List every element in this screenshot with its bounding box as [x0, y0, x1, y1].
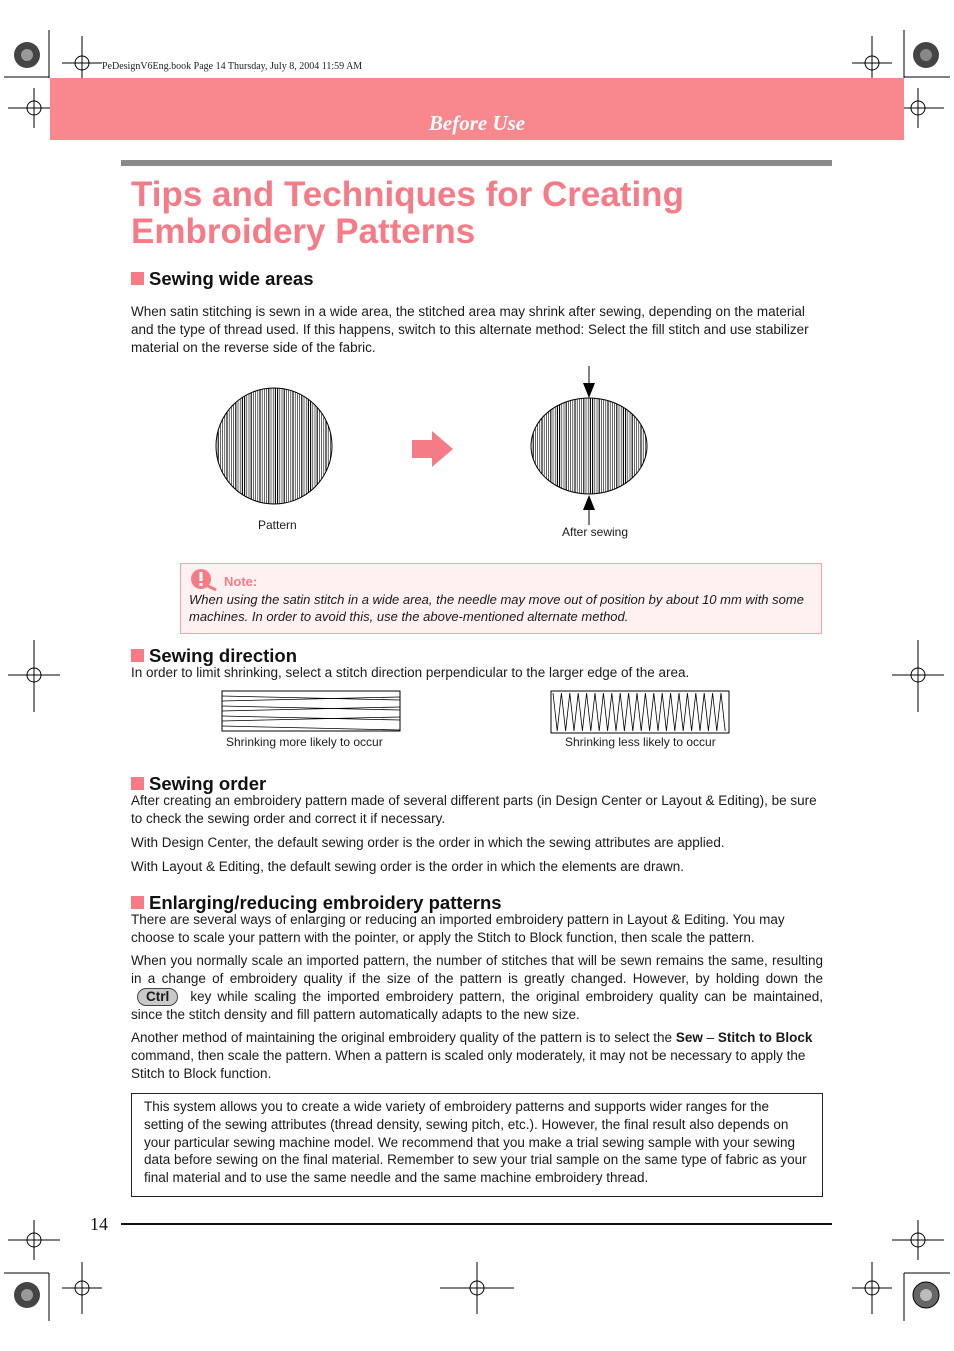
caption-after-sewing: After sewing: [562, 525, 629, 539]
header-title: Before Use: [428, 111, 526, 135]
caption-shrinking-less: Shrinking less likely to occur: [565, 735, 716, 749]
resize-paragraph-1: There are several ways of enlarging or reducing an imported embroidery pattern in Layout & Editing. You may choose to scale your pattern with the pointer, or apply the Stitch to Block function, then scale the pattern.: [131, 912, 785, 945]
menu-dash: –: [702, 1030, 718, 1045]
info-box-text: This system allows you to create a wide variety of embroidery patterns and supports wider ranges for the setting of the sewing attributes (thread density, sewing pitch, etc.). However, the final result also depends on your particular sewing machine model. We recommend that you make a trial sewing sample with your sewing data before sewing on the final material. Remember to sew your trial sample on the same type of fabric as your final material and to use the same needle and the same machine embroidery thread.: [144, 1099, 807, 1186]
stitch-direction-figures: [220, 688, 735, 738]
note-label: Note:: [224, 574, 258, 589]
section-heading-text: Enlarging/reducing embroidery patterns: [149, 892, 502, 913]
pattern-figure: [200, 365, 660, 530]
direction-paragraph: In order to limit shrinking, select a stitch direction perpendicular to the larger edge of the area.: [131, 665, 690, 680]
resize-paragraph-3-end: command, then scale the pattern. When a pattern is scaled only moderately, it may not be necessary to apply the Stitch to Block function.: [131, 1047, 806, 1081]
section-bullet-icon: [131, 649, 144, 662]
footer-rule: [121, 1223, 832, 1225]
order-paragraph-3: With Layout & Editing, the default sewing order is the order in which the elements are drawn.: [131, 859, 685, 874]
section-heading-text: Sewing order: [149, 773, 267, 794]
arrow-right-icon: [412, 431, 453, 467]
order-paragraph-1: After creating an embroidery pattern made of several different parts (in Design Center or Layout & Editing), be sure to check the sewing order and correct it if necessary.: [131, 793, 817, 826]
resize-paragraph-2: [131, 952, 823, 1023]
section-heading-text: Sewing direction: [149, 645, 298, 666]
resize-paragraph-3: [131, 1029, 823, 1082]
arrow-down-icon: [583, 366, 595, 398]
wide-paragraph: When satin stitching is sewn in a wide area, the stitched area may shrink after sewing, depending on the material and the type of thread used. If this happens, switch to this alternate method: Select the fill stitch and use stabilizer material on the reverse side of the fabric.: [131, 304, 809, 355]
arrow-up-icon: [583, 495, 595, 525]
page-title: Tips and Techniques for Creating Embroidery Patterns: [131, 175, 684, 251]
note-alert-icon: [189, 568, 219, 592]
caption-shrinking-more: Shrinking more likely to occur: [226, 735, 383, 749]
title-rule: [121, 160, 832, 166]
order-paragraph-2: With Design Center, the default sewing order is the order in which the sewing attributes are applied.: [131, 835, 725, 850]
page-number: 14: [90, 1214, 108, 1234]
menu-sew: Sew: [675, 1030, 703, 1045]
section-bullet-icon: [131, 777, 144, 790]
print-meta: PeDesignV6Eng.book Page 14 Thursday, July 8, 2004 11:59 AM: [102, 61, 363, 72]
menu-stitch-to-block: Stitch to Block: [717, 1030, 813, 1045]
caption-pattern: Pattern: [258, 518, 297, 532]
resize-paragraph-2-end: key while scaling the imported embroidery pattern, the original embroidery quality can be maintained, since the stitch density and fill pattern automatically adapts to the new size.: [131, 988, 823, 1022]
resize-paragraph-2-start: When you normally scale an imported pattern, the number of stitches that will be sewn remains the same, resulting in a change of embroidery quality if the size of the pattern is greatly changed. However, by holding down the: [131, 953, 823, 986]
section-bullet-icon: [131, 272, 144, 285]
resize-paragraph-3-start: Another method of maintaining the original embroidery quality of the pattern is to select the: [131, 1030, 673, 1045]
section-heading-text: Sewing wide areas: [149, 268, 314, 289]
note-text: When using the satin stitch in a wide area, the needle may move out of position by about 10 mm with some machines. In order to avoid this, use the above-mentioned alternate method.: [189, 592, 804, 624]
section-bullet-icon: [131, 896, 144, 909]
ctrl-key-icon: Ctrl: [137, 988, 178, 1006]
section-heading-wide: [131, 268, 314, 290]
